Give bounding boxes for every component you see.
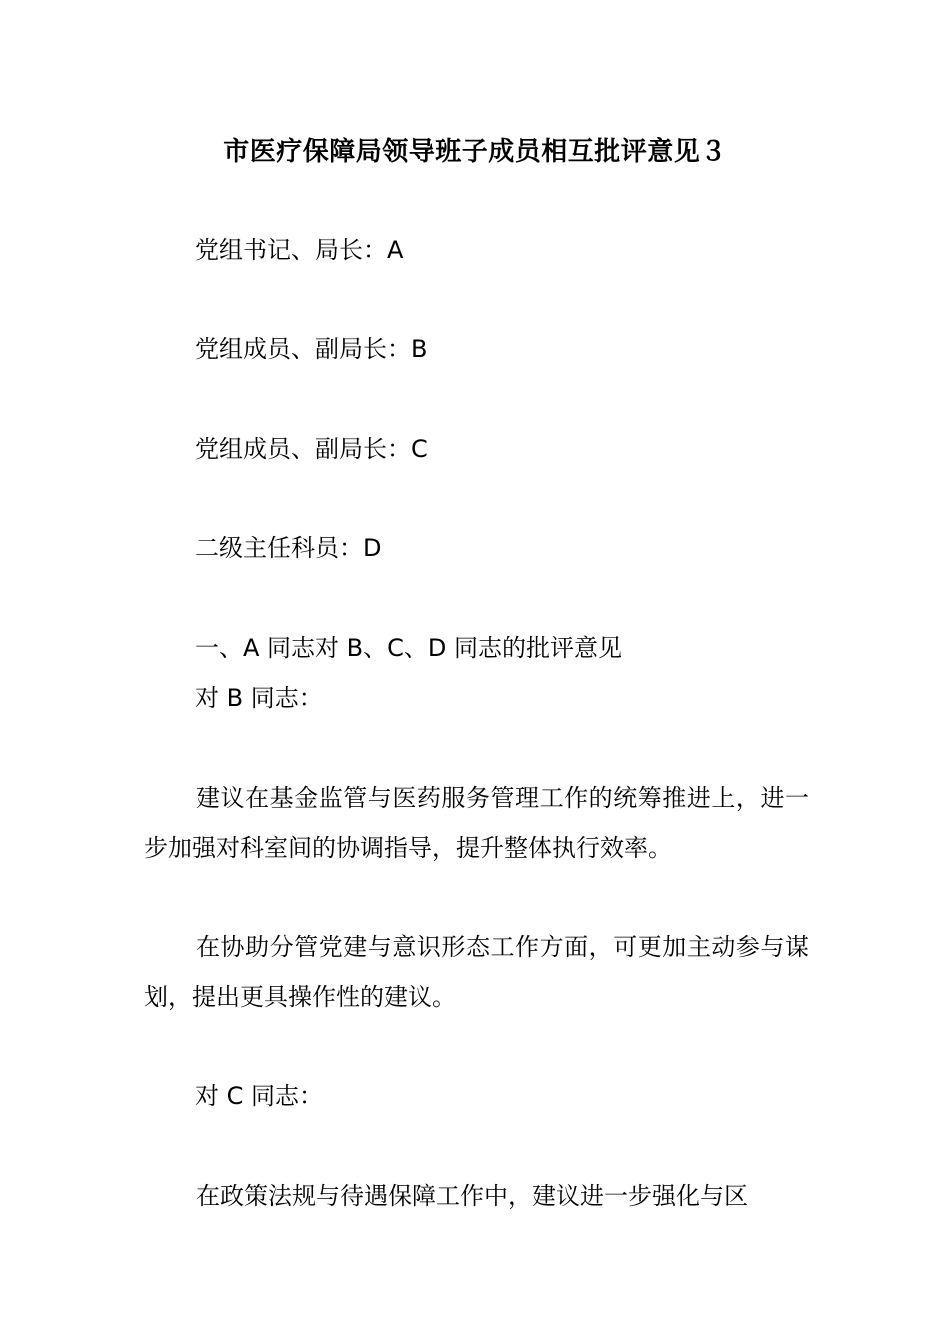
subheading-to-b: 对 B 同志： bbox=[195, 684, 323, 712]
section-heading: 一、A 同志对 B、C、D 同志的批评意见 bbox=[195, 634, 623, 662]
member-line-a: 党组书记、局长：A bbox=[195, 236, 404, 264]
subheading-to-c: 对 C 同志： bbox=[195, 1082, 324, 1110]
member-line-c: 党组成员、副局长：C bbox=[195, 435, 428, 463]
document-title: 市医疗保障局领导班子成员相互批评意见３ bbox=[223, 137, 727, 167]
paragraph-c-1: 在政策法规与待遇保障工作中，建议进一步强化与区 bbox=[196, 1182, 748, 1210]
paragraph-b-1: 建议在基金监管与医药服务管理工作的统筹推进上，进一步加强对科室间的协调指导，提升整体执行效率。 bbox=[144, 784, 809, 862]
paragraph-b-2: 在协助分管党建与意识形态工作方面，可更加主动参与谋划，提出更具操作性的建议。 bbox=[144, 933, 809, 1011]
member-line-b: 党组成员、副局长：B bbox=[195, 335, 428, 363]
member-line-d: 二级主任科员：D bbox=[195, 534, 382, 562]
